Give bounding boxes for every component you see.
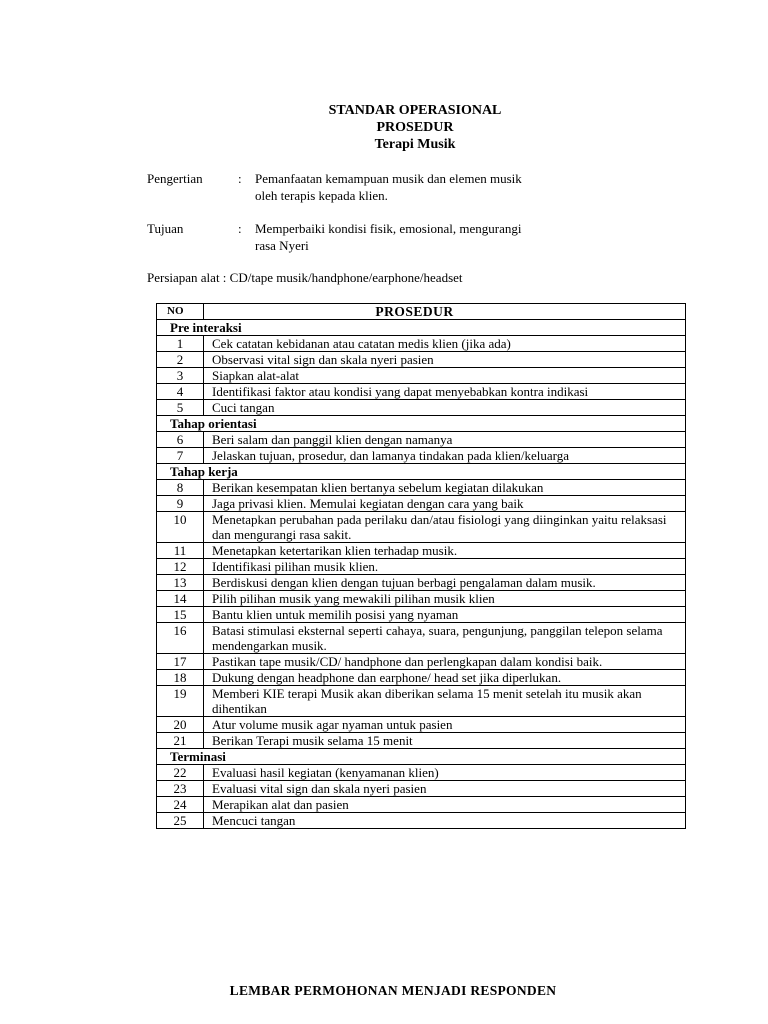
step-number: 8 bbox=[157, 480, 204, 496]
col-prosedur-header: PROSEDUR bbox=[204, 304, 686, 320]
table-row bbox=[157, 384, 686, 400]
procedure-table-body bbox=[157, 320, 686, 829]
step-number: 10 bbox=[157, 512, 204, 543]
section-row bbox=[157, 749, 686, 765]
step-number: 5 bbox=[157, 400, 204, 416]
table-row bbox=[157, 368, 686, 384]
pengertian-line2: oleh terapis kepada klien. bbox=[255, 188, 388, 203]
step-number: 15 bbox=[157, 607, 204, 623]
doc-title-line3: Terapi Musik bbox=[374, 137, 456, 152]
step-number: 14 bbox=[157, 591, 204, 607]
section-title: Pre interaksi bbox=[157, 320, 686, 336]
step-text: Beri salam dan panggil klien dengan namanya bbox=[204, 432, 686, 448]
tujuan-text bbox=[255, 220, 585, 254]
step-text: Dukung dengan headphone dan earphone/ head set jika diperlukan. bbox=[204, 670, 686, 686]
section-row bbox=[157, 320, 686, 336]
step-number: 13 bbox=[157, 575, 204, 591]
section-title: Tahap kerja bbox=[157, 464, 686, 480]
procedure-table bbox=[156, 303, 686, 829]
table-row bbox=[157, 432, 686, 448]
pengertian-colon: : bbox=[238, 171, 242, 186]
step-text: Evaluasi hasil kegiatan (kenyamanan klien) bbox=[204, 765, 686, 781]
table-header-row bbox=[157, 304, 686, 320]
table-row bbox=[157, 765, 686, 781]
step-number: 4 bbox=[157, 384, 204, 400]
step-text: Identifikasi pilihan musik klien. bbox=[204, 559, 686, 575]
step-text: Siapkan alat-alat bbox=[204, 368, 686, 384]
table-row bbox=[157, 352, 686, 368]
step-text: Batasi stimulasi eksternal seperti cahaya, suara, pengunjung, panggilan telepon selama mendengarkan musik. bbox=[204, 623, 686, 654]
step-number: 3 bbox=[157, 368, 204, 384]
step-number: 7 bbox=[157, 448, 204, 464]
footer-title: LEMBAR PERMOHONAN MENJADI RESPONDEN bbox=[229, 983, 557, 998]
step-number: 19 bbox=[157, 686, 204, 717]
step-text: Merapikan alat dan pasien bbox=[204, 797, 686, 813]
step-number: 11 bbox=[157, 543, 204, 559]
step-number: 2 bbox=[157, 352, 204, 368]
section-row bbox=[157, 464, 686, 480]
step-number: 20 bbox=[157, 717, 204, 733]
table-row bbox=[157, 400, 686, 416]
table-row bbox=[157, 813, 686, 829]
step-text: Memberi KIE terapi Musik akan diberikan selama 15 menit setelah itu musik akan dihentikan bbox=[204, 686, 686, 717]
step-number: 22 bbox=[157, 765, 204, 781]
table-row bbox=[157, 623, 686, 654]
section-title: Terminasi bbox=[157, 749, 686, 765]
step-text: Mencuci tangan bbox=[204, 813, 686, 829]
step-text: Menetapkan perubahan pada perilaku dan/atau fisiologi yang diinginkan yaitu relaksasi dan mengurangi rasa sakit. bbox=[204, 512, 686, 543]
table-row bbox=[157, 543, 686, 559]
step-text: Observasi vital sign dan skala nyeri pasien bbox=[204, 352, 686, 368]
step-text: Cek catatan kebidanan atau catatan medis klien (jika ada) bbox=[204, 336, 686, 352]
step-text: Berikan kesempatan klien bertanya sebelum kegiatan dilakukan bbox=[204, 480, 686, 496]
table-row bbox=[157, 575, 686, 591]
table-row bbox=[157, 670, 686, 686]
table-row bbox=[157, 448, 686, 464]
table-row bbox=[157, 480, 686, 496]
section-title: Tahap orientasi bbox=[157, 416, 686, 432]
table-row bbox=[157, 512, 686, 543]
tujuan-line2: rasa Nyeri bbox=[255, 238, 309, 253]
tujuan-line1: Memperbaiki kondisi fisik, emosional, mengurangi bbox=[255, 221, 522, 236]
pengertian-text bbox=[255, 170, 585, 204]
table-row bbox=[157, 559, 686, 575]
section-row bbox=[157, 416, 686, 432]
step-number: 1 bbox=[157, 336, 204, 352]
table-row bbox=[157, 496, 686, 512]
step-number: 9 bbox=[157, 496, 204, 512]
pengertian-line1: Pemanfaatan kemampuan musik dan elemen musik bbox=[255, 171, 522, 186]
table-row bbox=[157, 607, 686, 623]
step-text: Identifikasi faktor atau kondisi yang dapat menyebabkan kontra indikasi bbox=[204, 384, 686, 400]
table-row bbox=[157, 686, 686, 717]
step-text: Menetapkan ketertarikan klien terhadap musik. bbox=[204, 543, 686, 559]
step-text: Cuci tangan bbox=[204, 400, 686, 416]
step-text: Jaga privasi klien. Memulai kegiatan dengan cara yang baik bbox=[204, 496, 686, 512]
step-text: Bantu klien untuk memilih posisi yang nyaman bbox=[204, 607, 686, 623]
step-number: 12 bbox=[157, 559, 204, 575]
doc-title-line2: PROSEDUR bbox=[376, 120, 454, 135]
col-no-header: NO bbox=[157, 304, 204, 320]
step-text: Pastikan tape musik/CD/ handphone dan perlengkapan dalam kondisi baik. bbox=[204, 654, 686, 670]
step-text: Atur volume musik agar nyaman untuk pasien bbox=[204, 717, 686, 733]
table-row bbox=[157, 717, 686, 733]
step-text: Pilih pilihan musik yang mewakili pilihan musik klien bbox=[204, 591, 686, 607]
tujuan-label: Tujuan bbox=[147, 221, 184, 236]
tujuan-colon: : bbox=[238, 221, 242, 236]
step-number: 17 bbox=[157, 654, 204, 670]
doc-title-line1: STANDAR OPERASIONAL bbox=[328, 103, 502, 118]
step-number: 16 bbox=[157, 623, 204, 654]
table-row bbox=[157, 336, 686, 352]
table-row bbox=[157, 591, 686, 607]
step-number: 6 bbox=[157, 432, 204, 448]
step-text: Jelaskan tujuan, prosedur, dan lamanya tindakan pada klien/keluarga bbox=[204, 448, 686, 464]
step-text: Berikan Terapi musik selama 15 menit bbox=[204, 733, 686, 749]
step-number: 24 bbox=[157, 797, 204, 813]
step-number: 18 bbox=[157, 670, 204, 686]
table-row bbox=[157, 781, 686, 797]
step-number: 25 bbox=[157, 813, 204, 829]
table-row bbox=[157, 654, 686, 670]
persiapan-alat: Persiapan alat : CD/tape musik/handphone/earphone/headset bbox=[147, 270, 463, 285]
step-text: Evaluasi vital sign dan skala nyeri pasien bbox=[204, 781, 686, 797]
step-text: Berdiskusi dengan klien dengan tujuan berbagi pengalaman dalam musik. bbox=[204, 575, 686, 591]
table-row bbox=[157, 797, 686, 813]
step-number: 23 bbox=[157, 781, 204, 797]
pengertian-label: Pengertian bbox=[147, 171, 203, 186]
step-number: 21 bbox=[157, 733, 204, 749]
table-row bbox=[157, 733, 686, 749]
